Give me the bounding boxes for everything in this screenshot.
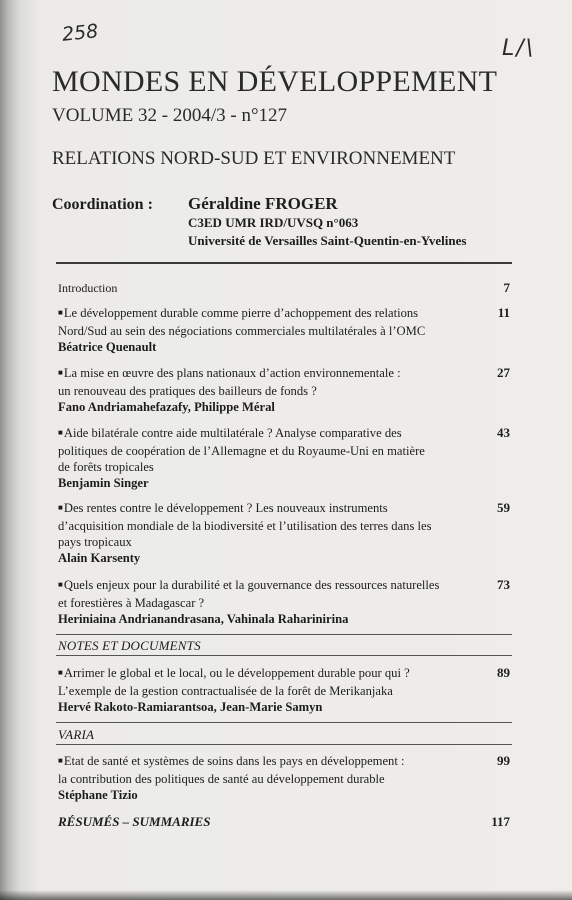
divider <box>56 722 512 723</box>
coordinator-affiliation-2: Université de Versailles Saint-Quentin-en-Yvelines <box>188 233 467 248</box>
entry-authors: Stéphane Tizio <box>58 788 138 802</box>
bullet-icon: ■ <box>58 503 63 512</box>
divider <box>56 262 512 264</box>
entry-line: La mise en œuvre des plans nationaux d’action environnementale : <box>63 366 401 380</box>
toc-entry[interactable] <box>58 365 463 415</box>
entry-authors: Hervé Rakoto-Ramiarantsoa, Jean-Marie Samyn <box>58 700 323 714</box>
bullet-icon: ■ <box>58 368 63 377</box>
bullet-icon: ■ <box>58 756 63 765</box>
handwritten-number: 258 <box>60 20 100 46</box>
scan-shadow <box>0 890 572 900</box>
toc-entry[interactable] <box>58 425 463 491</box>
entry-line: Aide bilatérale contre aide multilatérale ? Analyse comparative des <box>63 426 402 440</box>
summaries-page: 117 <box>491 814 510 829</box>
journal-title: MONDES EN DÉVELOPPEMENT <box>52 65 498 98</box>
toc-entry[interactable] <box>58 305 463 355</box>
entry-page: 59 <box>497 500 510 515</box>
entry-line: de forêts tropicales <box>58 460 154 474</box>
entry-page: 27 <box>497 365 510 380</box>
entry-page: 73 <box>497 577 510 592</box>
coordinator-name: Géraldine FROGER <box>188 194 338 213</box>
entry-page: 43 <box>497 425 510 440</box>
coordination-block <box>188 194 466 250</box>
bullet-icon: ■ <box>58 580 63 589</box>
entry-line: la contribution des politiques de santé au développement durable <box>58 772 385 786</box>
entry-page: 99 <box>497 753 510 768</box>
entry-line: pays tropicaux <box>58 535 132 549</box>
toc-introduction: Introduction <box>58 281 118 295</box>
divider <box>56 744 512 745</box>
bullet-icon: ■ <box>58 308 63 317</box>
entry-authors: Alain Karsenty <box>58 551 141 565</box>
entry-line: Le développement durable comme pierre d’achoppement des relations <box>63 306 419 320</box>
entry-line: un renouveau des pratiques des bailleurs de fonds ? <box>58 384 317 398</box>
entry-line: Des rentes contre le développement ? Les nouveaux instruments <box>63 501 388 515</box>
issue-theme: RELATIONS NORD-SUD ET ENVIRONNEMENT <box>52 148 456 169</box>
volume-line: VOLUME 32 - 2004/3 - n°127 <box>52 105 288 126</box>
toc-entry[interactable] <box>58 577 463 627</box>
entry-authors: Heriniaina Andrianandrasana, Vahinala Raharinirina <box>58 612 349 626</box>
entry-authors: Benjamin Singer <box>58 476 149 490</box>
summaries-heading[interactable]: RÉSUMÉS – SUMMARIES <box>58 814 211 829</box>
section-notes-heading: NOTES ET DOCUMENTS <box>58 638 201 653</box>
entry-line: L’exemple de la gestion contractualisée de la forêt de Merikanjaka <box>58 684 393 698</box>
divider <box>56 655 512 656</box>
section-varia-heading: VARIA <box>58 727 95 742</box>
entry-line: Etat de santé et systèmes de soins dans les pays en développement : <box>63 754 405 768</box>
handwritten-code: L/\ <box>502 36 536 61</box>
toc-entry[interactable] <box>58 665 463 715</box>
bullet-icon: ■ <box>58 428 63 437</box>
toc-entry[interactable] <box>58 753 463 803</box>
entry-page: 11 <box>497 305 510 320</box>
entry-line: politiques de coopération de l’Allemagne et du Royaume-Uni en matière <box>58 444 425 458</box>
coordinator-affiliation-1: C3ED UMR IRD/UVSQ n°063 <box>188 215 359 230</box>
toc-entry[interactable] <box>58 500 463 566</box>
entry-authors: Fano Andriamahefazafy, Philippe Méral <box>58 400 275 414</box>
entry-line: Nord/Sud au sein des négociations commerciales multilatérales à l’OMC <box>58 324 426 338</box>
divider <box>56 634 512 635</box>
entry-line: et forestières à Madagascar ? <box>58 596 205 610</box>
toc-introduction-page: 7 <box>503 280 510 295</box>
coordination-label: Coordination : <box>52 196 153 213</box>
entry-authors: Béatrice Quenault <box>58 340 157 354</box>
entry-line: Quels enjeux pour la durabilité et la gouvernance des ressources naturelles <box>63 578 440 592</box>
entry-line: d’acquisition mondiale de la biodiversité et l’utilisation des terres dans les <box>58 519 432 533</box>
entry-line: Arrimer le global et le local, ou le développement durable pour qui ? <box>63 666 410 680</box>
entry-page: 89 <box>497 665 510 680</box>
bullet-icon: ■ <box>58 668 63 677</box>
